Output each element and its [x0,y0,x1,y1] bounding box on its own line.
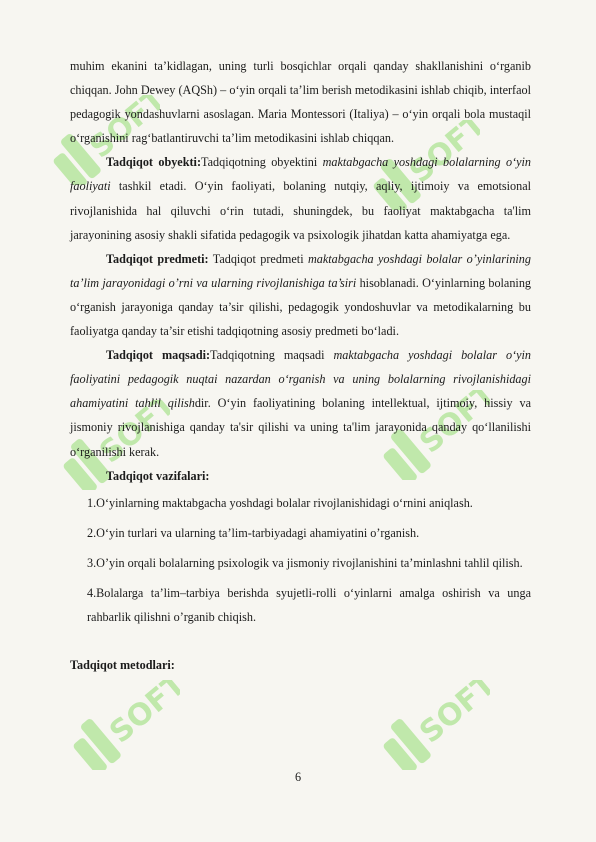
list-item: 4.Bolalarga ta’lim–tarbiya berishda syujetli-rolli o‘yinlarni amalga oshirish va unga rahbarlik qilishni o’rganib chiqish. [87,585,531,625]
list-item: 2.O‘yin turlari va ularning ta’lim-tarbiyadagi ahamiyatini o’rganish. [87,525,420,540]
page-number: 6 [294,770,302,784]
goal-emphasis: maktabgacha yoshdagi bolalar o‘yin faoliyatini pedagogik nuqtai nazardan o‘rganish va uning bolalarning rivojlanishidagi ahamiyatini tahlil qilish [70,348,531,411]
paragraph-intro: muhim ekanini ta’kidlagan, uning turli bosqichlar orqali qanday shakllanishini o‘rganib chiqqan. John Dewey (AQSh) – o‘yin orqali ta’lim berish metodikasini ishlab chiqib, interfaol pedagogik yondashuvlarni asoslagan. Maria Montessori (Italiya) – o‘yin orqali bola mustaqil o‘rganishini rag‘batlantiruvchi ta’lim metodikasini ishlab chiqqan. [70,59,531,146]
list-item: 1.O‘yinlarning maktabgacha yoshdagi bolalar rivojlanishidagi o‘rnini aniqlash. [87,495,473,510]
heading-object: Tadqiqot obyekti: [106,155,202,170]
paragraph-subject [70,247,531,343]
heading-subject: Tadqiqot predmeti: [106,251,209,266]
paragraph-goal [70,343,531,463]
page-body [70,54,531,677]
heading-methods: Tadqiqot metodlari: [70,658,175,673]
list-item: 3.O’yin orqali bolalarning psixologik va jismoniy rivojlanishini ta’minlashni tahlil qilish. [87,555,523,570]
goal-text: Tadqiqotning maqsadi [210,348,334,363]
subject-text: Tadqiqot predmeti [208,251,308,266]
object-text-rest: tashkil etadi. O‘yin faoliyati, bolaning nutqiy, aqliy, ijtimoiy va emotsional rivojlanishida hal qiluvchi o‘rin tutadi, shuningdek, bu faoliyat maktabgacha ta'lim jarayonining asosiy shakli sifatida pedagogik va psixologik jihatdan katta ahamiyatga ega. [70,179,531,242]
watermark-text: SOFT [413,680,490,751]
goal-text-rest: dir. O‘yin faoliyatining bolaning intellektual, ijtimoiy, hissiy va jismoniy rivojlanishiga qanday ta'sir qilishi va uning ta'lim jarayonida qanday qo‘llanilishi o‘rganilishi kerak. [70,396,531,459]
watermark-text: SOFT [403,120,480,191]
watermark-logo [370,680,490,770]
paragraph-object [70,150,531,246]
object-text: Tadqiqotning obyektini [201,155,323,170]
watermark-text: SOFT [93,400,170,471]
paragraph-tasks-heading [70,464,531,488]
watermark-text: SOFT [103,680,180,751]
heading-goal: Tadqiqot maqsadi: [106,348,211,363]
heading-tasks: Tadqiqot vazifalari: [106,468,210,483]
paragraph-methods-heading [70,653,531,677]
subject-emphasis: maktabgacha yoshdagi bolalar o’yinlarining ta’lim jarayonidagi o’rni va ularning rivojlanishiga ta’siri [70,251,531,290]
object-emphasis: maktabgacha yoshdagi bolalarning o‘yin faoliyati [70,155,531,194]
watermark-logo [60,680,180,770]
watermark-text: SOFT [83,95,160,166]
watermark-text: SOFT [413,390,490,461]
subject-text-rest: hisoblanadi. O‘yinlarning bolaning o‘rganish jarayoniga qanday ta’sir qilishi, pedagogik yondoshuvlar va metodikalarning bu faoliyatga qanday ta’sir etishi tadqiqotning asosiy predmeti bo‘ladi. [70,275,532,339]
